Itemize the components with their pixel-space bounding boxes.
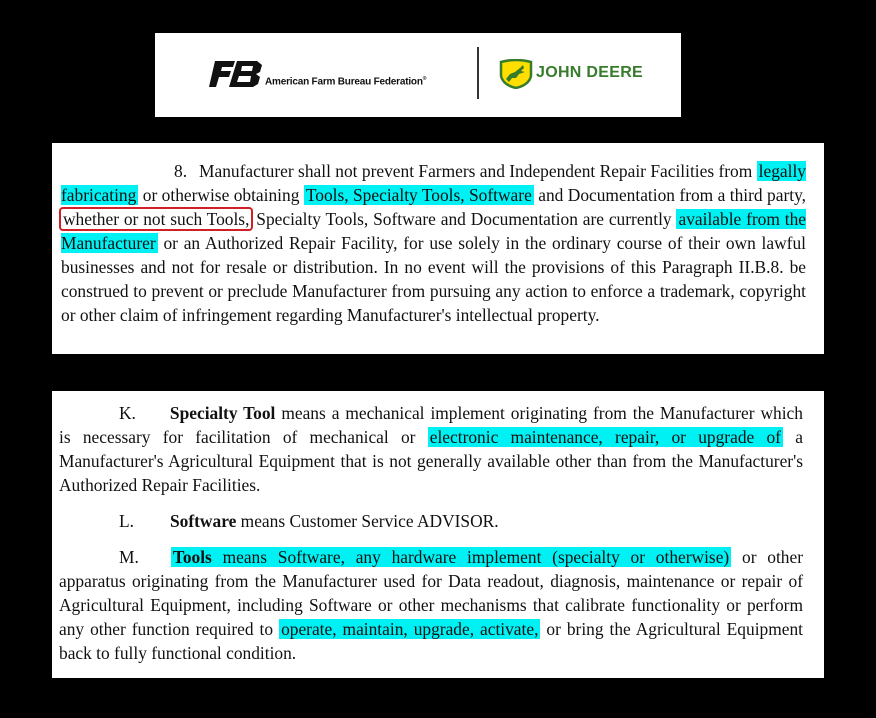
definition-text: means Software, any hardware implement (specialty or otherwise) (222, 547, 730, 567)
definition-term: Tools (172, 547, 212, 567)
john-deere-name: JOHN DEERE (536, 64, 644, 81)
definition-text: means Customer Service ADVISOR. (240, 511, 499, 531)
highlight-operate-maintain: operate, maintain, upgrade, activate, (281, 619, 539, 639)
afbf-logo-icon (209, 61, 263, 87)
definition-letter: M. (119, 547, 139, 567)
logo-banner (155, 33, 681, 117)
definition-letter: K. (119, 403, 136, 423)
paragraph-text: Manufacturer shall not prevent Farmers and Independent Repair Facilities from (199, 161, 753, 181)
contract-excerpt-1 (52, 143, 824, 354)
paragraph-text: or otherwise obtaining (142, 185, 300, 205)
paragraph-number: 8. (174, 161, 188, 181)
highlight-available: available from the Manufacturer (61, 209, 806, 253)
paragraph-8 (61, 159, 806, 327)
definition-text: a Manufacturer's Agricultural Equipment that is not generally available other than from the Manufacturer's Authorized Repair Facilities. (59, 427, 803, 495)
definition-term: Specialty Tool (169, 403, 276, 423)
definition-text: means a mechanical implement originating from the Manufacturer which is necessary for facilitation of mechanical or (59, 403, 803, 447)
definition-k (59, 401, 803, 497)
definition-l (59, 509, 803, 533)
logo-divider (477, 47, 479, 99)
highlight-tools-definition (171, 547, 731, 567)
definition-text: or bring the Agricultural Equipment back to fully functional condition. (59, 619, 803, 663)
leaping-deer-icon (499, 59, 533, 89)
paragraph-text: and Documentation from a third party, (538, 185, 806, 205)
paragraph-text: Specialty Tools, Software and Documentation are currently (256, 209, 672, 229)
highlight-legally-fabricating: legally fabricating (61, 161, 806, 205)
boxed-phrase: whether or not such Tools, (63, 209, 250, 229)
paragraph-text: or an Authorized Repair Facility, for use solely in the ordinary course of their own lawful businesses and not for resale or distribution. In no event will the provisions of this Paragraph II.B.8. be construed to prevent or preclude Manufacturer from pursuing any action to enforce a trademark, copyright or other claim of infringement regarding Manufacturer's intellectual property. (61, 233, 806, 325)
definition-term: Software (169, 511, 237, 531)
definition-m (59, 545, 803, 665)
definition-text: or other apparatus originating from the Manufacturer used for Data readout, diagnosis, maintenance or repair of Agricultural Equipment, including Software or other mechanisms that calibrate functionality or perform any other function required to (59, 547, 803, 639)
afbf-name: American Farm Bureau Federation® (265, 76, 427, 88)
contract-excerpt-2 (52, 391, 824, 678)
highlight-tools: Tools, Specialty Tools, Software (305, 185, 532, 205)
definition-letter: L. (119, 511, 134, 531)
highlight-electronic-maintenance: electronic maintenance, repair, or upgrade of (429, 427, 781, 447)
